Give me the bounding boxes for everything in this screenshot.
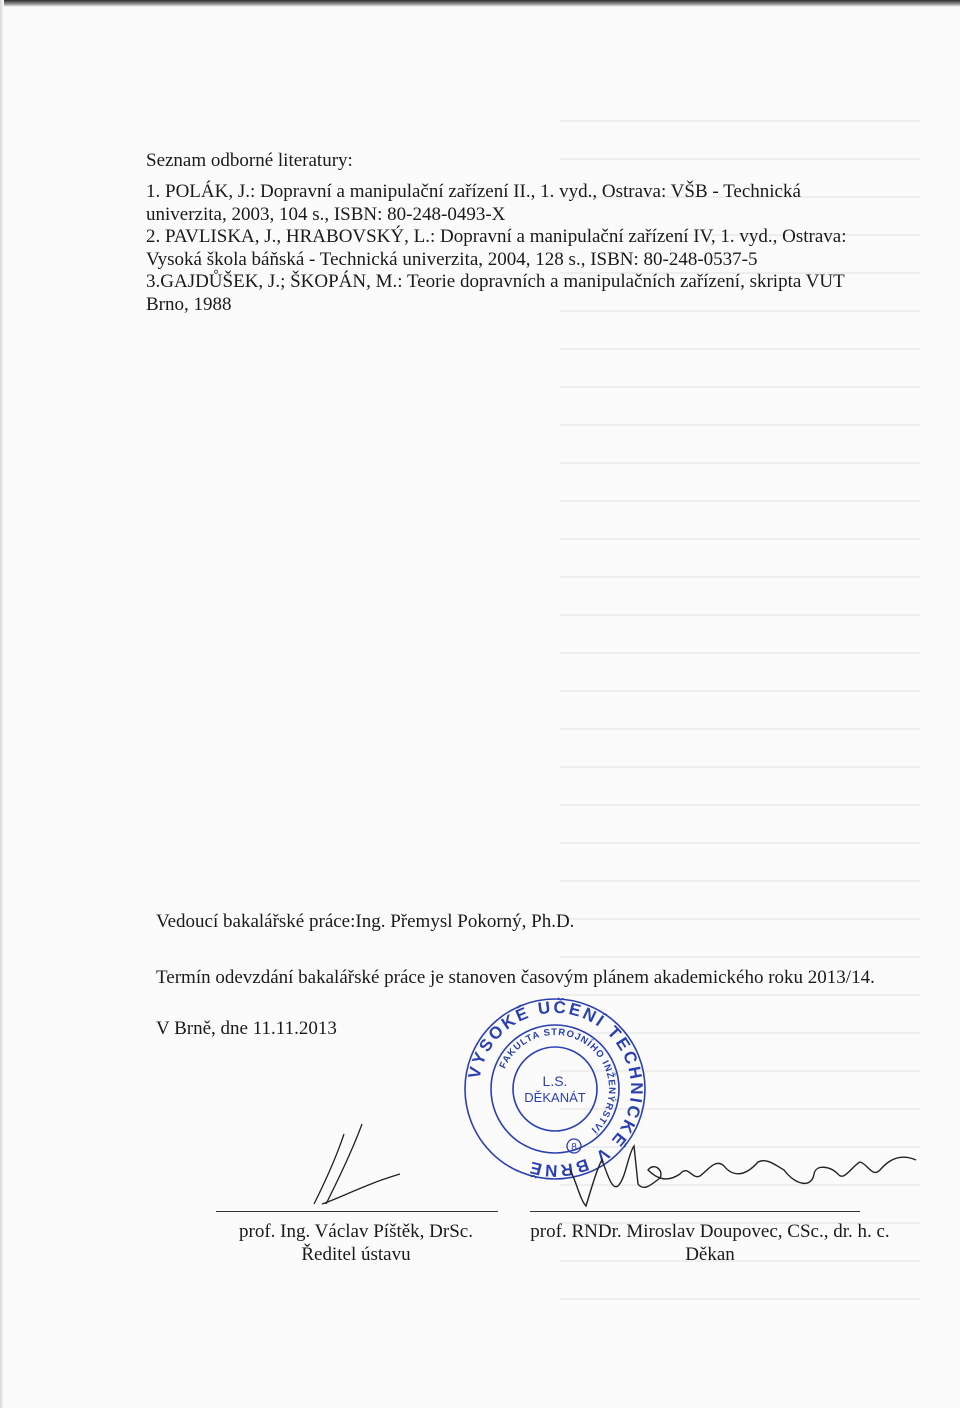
stamp-number: 8 — [571, 1142, 577, 1153]
reference-line: Brno, 1988 — [146, 293, 232, 315]
reference-line: 2. PAVLISKA, J., HRABOVSKÝ, L.: Dopravní a manipulační zařízení IV, 1. vyd., Ostrava: — [146, 226, 847, 248]
thesis-supervisor: Vedoucí bakalářské práce:Ing. Přemysl Pokorný, Ph.D. — [156, 911, 575, 932]
scan-edge-top — [0, 0, 960, 7]
reference-list — [146, 181, 886, 317]
signature-line-right — [530, 1211, 860, 1212]
stamp-center-ring — [513, 1047, 597, 1131]
signatory-right-name: prof. RNDr. Miroslav Doupovec, CSc., dr. h. c. — [530, 1221, 890, 1242]
reference-line: 3.GAJDŮŠEK, J.; ŠKOPÁN, M.: Teorie dopravních a manipulačních zařízení, skripta VUT — [146, 271, 845, 293]
reference-line: univerzita, 2003, 104 s., ISBN: 80-248-0493-X — [146, 203, 506, 225]
signature-left — [300, 1118, 430, 1208]
reference-line: Vysoká škola báňská - Technická univerzita, 2004, 128 s., ISBN: 80-248-0537-5 — [146, 248, 758, 270]
signatory-right — [500, 1220, 920, 1266]
signature-line-left — [216, 1211, 498, 1212]
reference-line: 1. POLÁK, J.: Dopravní a manipulační zařízení II., 1. vyd., Ostrava: VŠB - Technická — [146, 181, 801, 202]
signature-right — [568, 1140, 918, 1210]
stamp-inner-text: FAKULTA STROJNÍHO INŽENÝRSTVÍ — [497, 1026, 618, 1136]
stamp-ls: L.S. — [542, 1073, 568, 1089]
signatory-right-role: Děkan — [685, 1244, 735, 1265]
submission-deadline: Termín odevzdání bakalářské práce je stanoven časovým plánem akademického roku 2013/14. — [156, 967, 875, 988]
literature-heading: Seznam odborné literatury: — [146, 150, 353, 171]
scan-edge-left — [0, 0, 4, 1408]
place-and-date: V Brně, dne 11.11.2013 — [156, 1018, 337, 1039]
stamp-outer-text: VYSOKÉ UČENÍ TECHNICKÉ V BRNĚ — [464, 997, 647, 1181]
signatory-left-role: Ředitel ústavu — [301, 1244, 411, 1265]
signatory-left — [196, 1220, 516, 1266]
stamp-dekanat: DĚKANÁT — [524, 1090, 586, 1105]
stamp-inner-ring — [491, 1025, 619, 1153]
signatory-left-name: prof. Ing. Václav Píštěk, DrSc. — [239, 1221, 473, 1242]
